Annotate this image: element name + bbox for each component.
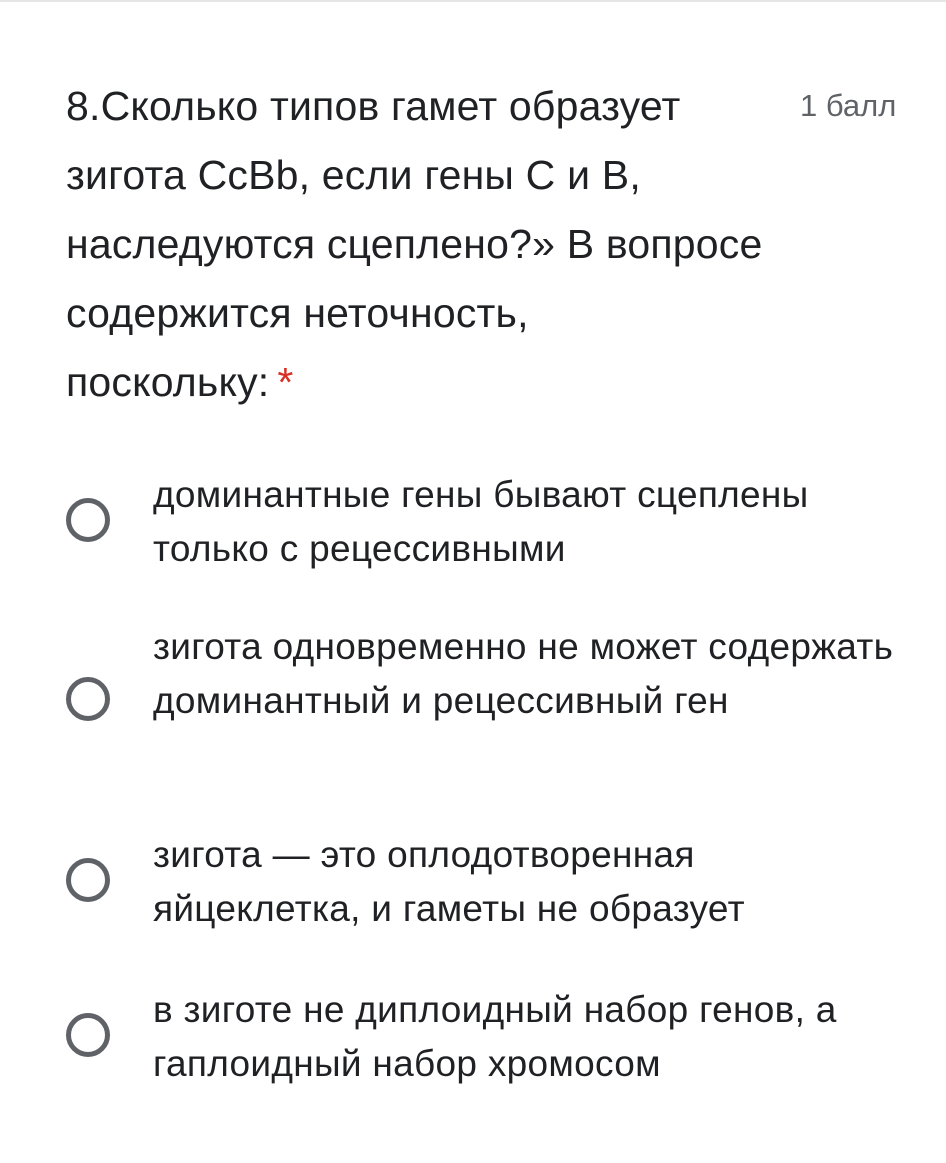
radio-button-option-2[interactable] [66,677,110,721]
option-1-label[interactable]: доминантные гены бывают сцеплены только с рецессивными [153,474,809,569]
radio-button-option-1[interactable] [66,498,110,542]
points-label: 1 балл [800,88,897,123]
option-4-label[interactable]: в зиготе не диплоидный набор генов, а гаплоидный набор хромосом [153,989,837,1084]
question-title [66,72,766,417]
radio-button-option-4[interactable] [66,1013,110,1057]
required-asterisk: * [277,359,294,405]
question-title-text: 8.Сколько типов гамет образует зигота СсBb, если гены С и B, наследуются сцеплено?» В вопросе содержится неточность, поскольку: [66,83,763,405]
option-3-label[interactable]: зигота — это оплодотворенная яйцеклетка, и гаметы не образует [153,834,745,929]
option-2-label[interactable]: зигота одновременно не может содержать доминантный и рецессивный ген [153,626,894,721]
radio-button-option-3[interactable] [66,858,110,902]
